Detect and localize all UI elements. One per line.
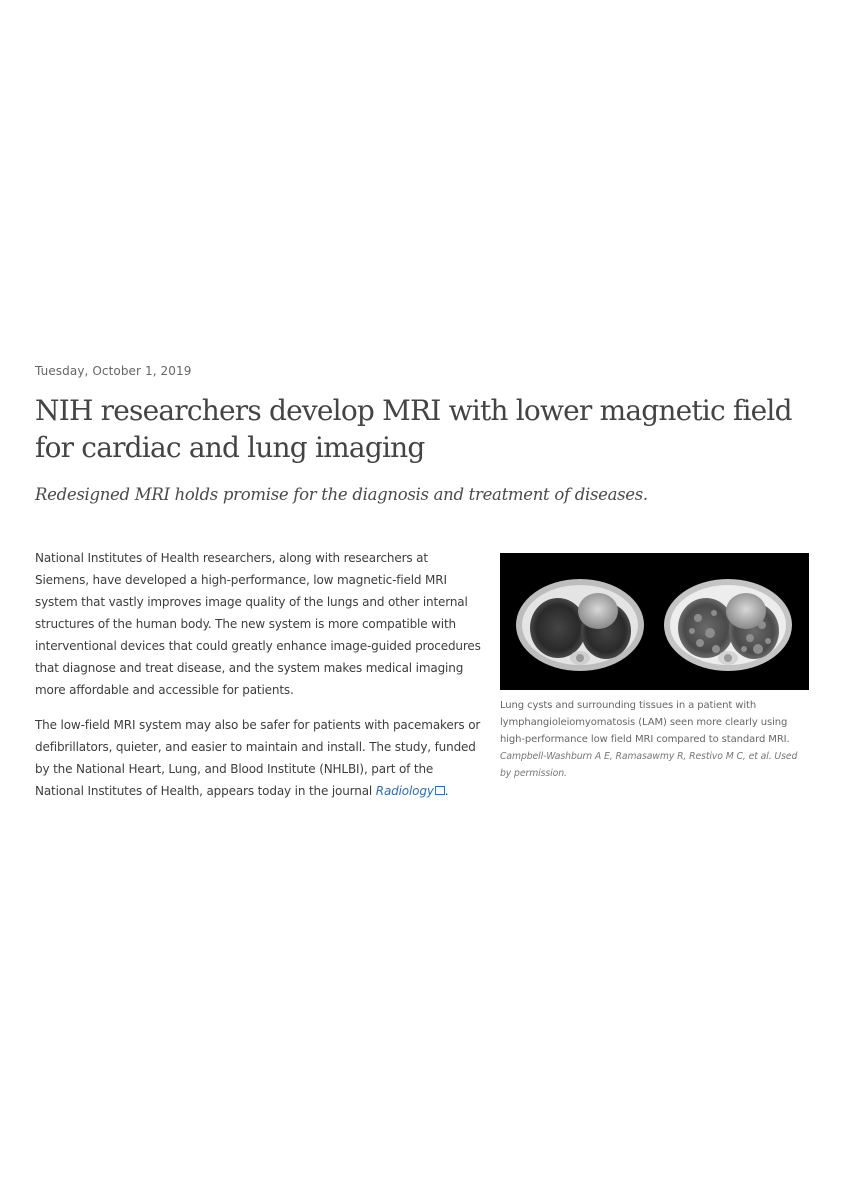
- figure: [500, 553, 809, 782]
- caption-credit: Campbell-Washburn A E, Ramasawmy R, Restivo M C, et al. Used by permission.: [500, 751, 798, 779]
- article-title: NIH researchers develop MRI with lower magnetic field for cardiac and lung imaging: [35, 394, 792, 464]
- external-link-icon[interactable]: [435, 786, 445, 795]
- mri-image: [500, 553, 809, 690]
- paragraph-2: [35, 714, 485, 802]
- paragraph-2-text: The low-field MRI system may also be safer for patients with pacemakers or defibrillators, quieter, and easier to maintain and install. The study, funded by the National Heart, Lung, and Blood Institute (NHLBI), part of the National Institutes of Health, appears today in the journal: [35, 718, 481, 798]
- mri-slice-left: [516, 579, 644, 671]
- caption-text: Lung cysts and surrounding tissues in a patient with lymphangioleiomyomatosis (LAM) seen more clearly using high-performance low field MRI compared to standard MRI.: [500, 700, 790, 745]
- figure-caption: [500, 697, 809, 782]
- article-date: Tuesday, October 1, 2019: [35, 364, 192, 378]
- radiology-link-label[interactable]: Radiology: [375, 784, 434, 798]
- article-subtitle: Redesigned MRI holds promise for the diagnosis and treatment of diseases.: [35, 485, 648, 504]
- mri-slice-right: [664, 579, 792, 671]
- paragraph-1: National Institutes of Health researchers, along with researchers at Siemens, have developed a high-performance, low magnetic-field MRI system that vastly improves image quality of the lungs and other internal structures of the human body. The new system is more compatible with interventional devices that could greatly enhance image-guided procedures that diagnose and treat disease, and the system makes medical imaging more affordable and accessible for patients.: [35, 551, 481, 697]
- radiology-link[interactable]: [376, 784, 445, 798]
- paragraph-2-end: .: [444, 784, 449, 798]
- article-body: [35, 547, 485, 815]
